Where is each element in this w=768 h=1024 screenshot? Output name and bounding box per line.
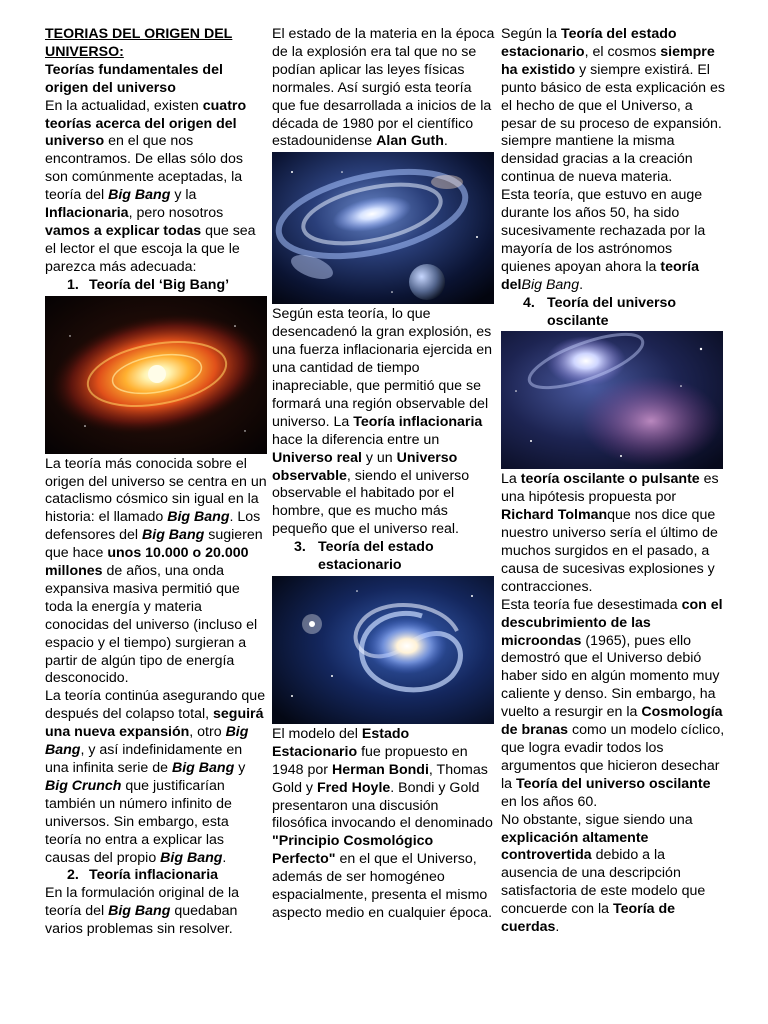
text-run: en el que el Universo, además de ser homogéneo espacialmente, presenta el mismo aspecto medio en cualquier época.	[272, 851, 493, 921]
text-run: explicación altamente controvertida	[501, 829, 649, 864]
text-run: sugieren que hace	[45, 527, 263, 562]
text-run: de años, una onda expansiva masiva permitió que toda la energía y materia conocidas del universo (incluso el espacio y el tiempo) surgieran a partir de algún tipo de energía desconocido.	[45, 563, 258, 687]
heading-number: 4.	[523, 294, 535, 311]
text-run: debido a la ausencia de una descripción satisfactoria de este modelo que concuerde con la	[501, 847, 706, 918]
text-run: (1965), pues ello demostró que el Universo debió haber sido en algún momento muy caliente y denso. Sin embargo, ha vuelto a resurgir en la	[501, 632, 720, 721]
column-2	[272, 26, 496, 923]
oscilante-paragraph-3	[501, 812, 725, 937]
text-run: y siempre existirá. El punto básico de esta explicación es el hecho de que el Universo, a pesar de su proceso de expansión. siempre mantiene la misma densidad gracias a la creación continua de nueva materia.	[501, 61, 725, 186]
black-hole-image	[45, 296, 267, 454]
text-run: "Principio Cosmológico Perfecto"	[272, 833, 434, 868]
text-run: La teoría continúa asegurando que después del colapso total,	[45, 688, 266, 723]
heading-big-bang	[45, 277, 267, 295]
text-run: Estado Estacionario	[272, 725, 410, 760]
page-title: TEORIAS DEL ORIGEN DEL UNIVERSO:	[45, 26, 233, 60]
text-run: que sea el lector el que escoja la que le parezca más adecuada:	[45, 222, 256, 275]
text-run: seguirá una nueva expansión	[45, 706, 264, 741]
text-run: Cosmología de branas	[501, 704, 723, 739]
text-run: .	[579, 276, 584, 293]
text-run: Big Bang	[171, 760, 235, 776]
text-run: fue propuesto en 1948 por	[272, 743, 468, 778]
heading-universo-oscilante	[501, 295, 725, 331]
oscilante-paragraph-2	[501, 597, 725, 812]
text-run: Big Crunch	[45, 777, 122, 794]
text-run: Esta teoría fue desestimada	[501, 596, 682, 613]
heading-text-line-1: Teoría del universo	[547, 294, 677, 311]
text-run: Teoría de cuerdas	[501, 901, 676, 936]
text-run: Richard Tolman	[501, 507, 608, 524]
text-run: quedaban varios problemas sin resolver.	[45, 903, 238, 938]
text-run: Según la	[501, 26, 561, 42]
text-run: , y así indefinidamente en una infinita serie de	[45, 742, 243, 776]
text-run: como un modelo cíclico, que logra evadir todos los argumentos que hicieron desechar la	[501, 722, 725, 792]
oscilante-paragraph-1	[501, 471, 725, 596]
text-run: Big Bang	[142, 527, 205, 544]
inflacionaria-paragraph-2	[272, 26, 496, 151]
nebula-image	[501, 331, 723, 469]
text-run: en el que nos encontramos. De ellas sólo dos son comúnmente aceptadas, la teoría del	[45, 133, 243, 204]
text-run: Universo real	[272, 449, 362, 466]
heading-text-line-2: estacionario	[318, 557, 402, 574]
heading-text: Teoría inflacionaria	[89, 867, 219, 884]
text-run: unos 10.000 o 20.000 millones	[45, 545, 249, 580]
text-run: Inflacionaria	[45, 205, 129, 222]
text-run: Big Bang	[45, 724, 249, 759]
text-run: es una hipótesis propuesta por	[501, 471, 719, 506]
text-run: y	[234, 760, 246, 776]
heading-text-line-1: Teoría del estado	[318, 539, 434, 556]
text-run: . Bondi y Gold presentaron una discusión filosófica invocando el denominado	[272, 779, 493, 832]
intro-paragraph	[45, 98, 267, 277]
text-run: Alan Guth	[376, 133, 444, 150]
text-run: , siendo el universo observable el habitado por el hombre, que es mucho más pequeño que el universo real.	[272, 467, 470, 538]
spiral-galaxy-image	[272, 576, 494, 724]
page-subtitle: Teorías fundamentales del origen del universo	[45, 61, 223, 96]
heading-number: 1.	[67, 276, 79, 293]
text-run: Universo observable	[272, 449, 458, 484]
text-run: . Los defensores del	[45, 509, 261, 544]
text-run: Big Bang	[160, 849, 223, 866]
text-run: teoría oscilante o pulsante	[520, 471, 700, 488]
text-run: Big Bang	[167, 509, 230, 526]
estado-estacionario-paragraph-1	[272, 726, 496, 923]
text-run: .	[222, 849, 227, 866]
estado-estacionario-paragraph-3	[501, 187, 725, 294]
column-1	[45, 26, 267, 939]
text-run: No obstante, sigue siendo una	[501, 811, 693, 828]
text-run: .	[555, 919, 560, 936]
text-run: Big Bang	[108, 903, 171, 920]
text-run: En la actualidad, existen	[45, 97, 203, 114]
text-run: Teoría inflacionaria	[353, 413, 483, 430]
big-bang-paragraph-1	[45, 456, 267, 689]
text-run: El estado de la materia en la época de la explosión era tal que no se podían aplicar las leyes físicas normales. Así surgió esta teoría que fue desarrollada a inicios de la década de 1980 por el científico estadounidense	[272, 26, 495, 150]
text-run: Teoría del estado estacionario	[501, 26, 677, 60]
heading-number: 3.	[294, 539, 306, 556]
text-run: Fred Hoyle	[316, 779, 391, 796]
text-run: Big Bang	[521, 276, 580, 293]
text-run: La teoría más conocida sobre el origen del universo se centra en un cataclismo cósmico sin igual en la historia: el llamado	[45, 455, 267, 526]
text-run: con el descubrimiento de las microondas	[501, 596, 723, 649]
heading-text: Teoría del ‘Big Bang’	[89, 276, 230, 293]
text-run: Big Bang	[108, 187, 171, 204]
text-run: , Thomas Gold y	[272, 761, 488, 796]
text-run: .	[443, 133, 448, 150]
text-run: En la formulación original de la teoría del	[45, 885, 240, 920]
text-run: , otro	[189, 724, 226, 741]
text-run: cuatro teorías acerca del origen del universo	[45, 97, 247, 150]
text-run: que nos dice que nuestro universo sería el último de muchos surgidos en el pasado, a causa de sucesivas explosiones y contracciones.	[501, 507, 718, 595]
inflacionaria-paragraph-3	[272, 306, 496, 539]
heading-inflacionaria	[45, 867, 267, 885]
text-run: siempre ha existido	[501, 43, 715, 78]
inflacionaria-paragraph-1	[45, 885, 267, 939]
text-run: teoría del	[501, 258, 699, 293]
text-run: Según esta teoría, lo que desencadenó la gran explosión, es una fuerza inflacionaria ejercida en una cantidad de tiempo inapreciable, que permitió que se formará una región observable del universo. La	[272, 306, 493, 430]
text-run: en los años 60.	[501, 793, 598, 810]
heading-number: 2.	[67, 867, 79, 884]
text-run: vamos a explicar todas	[45, 222, 202, 239]
text-run: Teoría del universo oscilante	[515, 775, 711, 792]
text-run: y un	[361, 449, 397, 466]
text-run: , el cosmos	[584, 43, 661, 60]
estado-estacionario-paragraph-2	[501, 26, 725, 187]
heading-estado-estacionario	[272, 539, 496, 575]
text-run: La	[501, 471, 521, 488]
heading-text-line-2: oscilante	[547, 312, 609, 329]
text-run: El modelo del	[272, 725, 362, 742]
text-run: Esta teoría, que estuvo en auge durante los años 50, ha sido sucesivamente rechazada por la mayoría de los astrónomos quienes apoyan ahora la	[501, 187, 706, 275]
text-run: , pero nosotros	[128, 205, 224, 222]
text-run: que justificarían también un número infinito de universos. Sin embargo, esta teoría no entra a explicar las causas del propio	[45, 777, 232, 866]
big-bang-paragraph-2	[45, 688, 267, 867]
galaxies-image	[272, 152, 494, 304]
text-run: Herman Bondi	[331, 761, 429, 778]
column-3	[501, 26, 725, 937]
text-run: y la	[170, 187, 197, 204]
text-run: hace la diferencia entre un	[272, 431, 440, 448]
